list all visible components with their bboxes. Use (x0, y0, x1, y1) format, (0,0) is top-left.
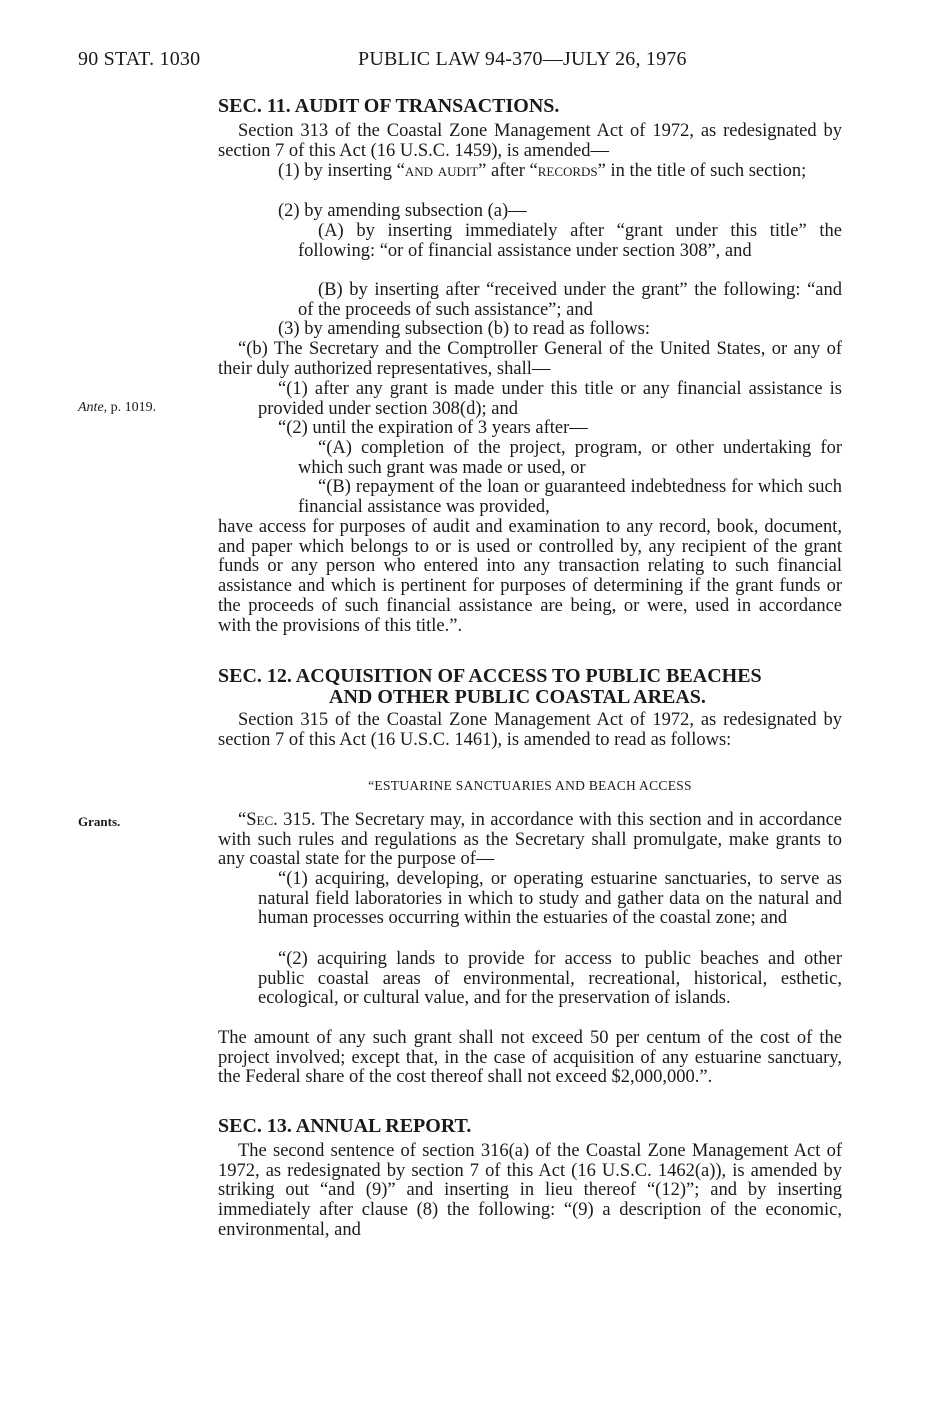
subsection-b-item-1: “(1) after any grant is made under this title or any financial assistance is provided under section 308(d); and (258, 379, 842, 419)
sec-315-open-quote: “ (238, 810, 247, 830)
section-315-text (218, 811, 842, 870)
subsection-b-item-2: “(2) until the expiration of 3 years after— (278, 418, 588, 438)
item-1-text-a: (1) by inserting “ (278, 161, 405, 181)
section-11-item-2A: (A) by inserting immediately after “grant under this title” the following: “or of financial assistance under section 308”, and (298, 221, 842, 261)
margin-note-ante-italic: Ante, (78, 400, 108, 415)
section-12-intro: Section 315 of the Coastal Zone Management Act of 1972, as redesignated by section 7 of this Act (16 U.S.C. 1461), is amended to read as follows: (218, 710, 842, 750)
statute-page-number: 90 STAT. 1030 (78, 48, 201, 70)
section-12-closing: The amount of any such grant shall not exceed 50 per centum of the cost of the project involved; except that, in the case of acquisition of any estuarine sanctuary, the Federal share of the cost thereof shall not exceed $2,000,000.”. (218, 1028, 842, 1088)
subsection-b-item-2A: “(A) completion of the project, program, or other undertaking for which such grant was made or used, or (298, 438, 842, 478)
section-11-item-2B: (B) by inserting after “received under the grant” the following: “and of the proceeds of such assistance”; and (298, 280, 842, 320)
sec-315-body: 315. The Secretary may, in accordance with this section and in accordance with such rules and regulations as the Secretary shall promulgate, make grants to any coastal state for the purpose of— (218, 810, 842, 870)
item-1-smallcaps-and-audit: and audit (404, 161, 479, 181)
item-1-text-b: ” after “ (478, 161, 538, 181)
section-11-closing: have access for purposes of audit and examination to any record, book, document, and paper which belongs to or is used or controlled by, any recipient of the grant funds or any person who entered into any transaction relating to such financial assistance and which is pertinent for purposes of determining if the grant funds or the proceeds of such financial assistance are being, or were, used in accordance with the provisions of this title.”. (218, 517, 842, 636)
estuarine-sanctuaries-heading: “ESTUARINE SANCTUARIES AND BEACH ACCESS (368, 778, 692, 793)
margin-note-ante (78, 400, 156, 416)
section-12-heading-line-1: SEC. 12. ACQUISITION OF ACCESS TO PUBLIC BEACHES (218, 665, 762, 687)
section-12-heading-line-2: AND OTHER PUBLIC COASTAL AREAS. (329, 686, 706, 708)
sec-315-smallcaps: Sec. (246, 810, 278, 830)
section-13-heading: SEC. 13. ANNUAL REPORT. (218, 1115, 472, 1137)
margin-note-ante-page: p. 1019. (110, 400, 157, 415)
section-315-item-1: “(1) acquiring, developing, or operating estuarine sanctuaries, to serve as natural field laboratories in which to study and gather data on the natural and human processes occurring within the estuaries of the coastal zone; and (258, 869, 842, 929)
item-1-text-c: ” in the title of such section; (597, 161, 807, 181)
section-11-item-3: (3) by amending subsection (b) to read as follows: (278, 319, 650, 339)
section-315-item-2: “(2) acquiring lands to provide for access to public beaches and other public coastal areas of environmental, recreational, historical, esthetic, ecological, or cultural value, and for the preservation of islands. (258, 949, 842, 1009)
section-13-text: The second sentence of section 316(a) of the Coastal Zone Management Act of 1972, as redesignated by section 7 of this Act (16 U.S.C. 1462(a)), is amended by striking out “and (9)” and inserting in lieu thereof “(12)”; and by inserting immediately after clause (8) the following: “(9) a description of the economic, environmental, and (218, 1141, 842, 1240)
subsection-b-intro: “(b) The Secretary and the Comptroller General of the United States, or any of their duly authorized representatives, shall— (218, 339, 842, 379)
item-1-smallcaps-records: records (537, 161, 598, 181)
section-11-item-2: (2) by amending subsection (a)— (278, 201, 527, 221)
section-11-item-1 (258, 162, 842, 182)
section-11-heading: SEC. 11. AUDIT OF TRANSACTIONS. (218, 95, 560, 117)
subsection-b-item-2B: “(B) repayment of the loan or guaranteed indebtedness for which such financial assistance was provided, (298, 477, 842, 517)
margin-note-grants: Grants. (78, 814, 121, 829)
running-head: PUBLIC LAW 94-370—JULY 26, 1976 (358, 48, 687, 70)
section-11-intro: Section 313 of the Coastal Zone Management Act of 1972, as redesignated by section 7 of this Act (16 U.S.C. 1459), is amended— (218, 121, 842, 161)
